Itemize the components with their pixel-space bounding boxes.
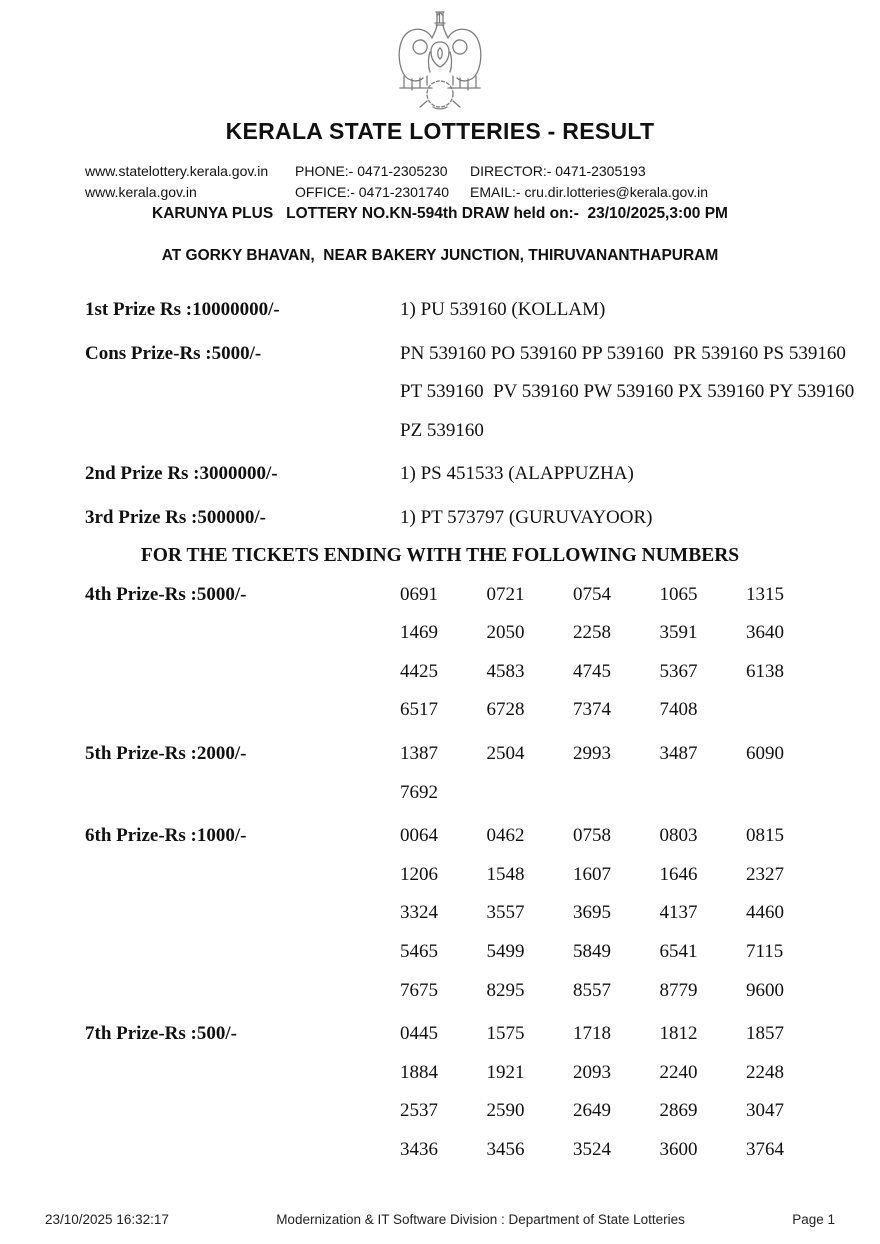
prize-row xyxy=(85,291,880,330)
winning-number: 3600 xyxy=(659,1138,698,1160)
number-row xyxy=(400,1054,833,1093)
prize-winning-numbers xyxy=(400,335,854,451)
winning-number: 2537 xyxy=(400,1100,438,1122)
number-row xyxy=(400,774,833,813)
winning-number: 6541 xyxy=(659,940,698,962)
prize-winning-numbers xyxy=(400,455,634,494)
winning-number: 1921 xyxy=(486,1061,525,1083)
ending-prizes-section xyxy=(0,576,880,1170)
number-grid xyxy=(400,576,833,730)
winning-number: 3456 xyxy=(486,1138,525,1160)
contact-info xyxy=(85,161,880,203)
winning-number: 3764 xyxy=(746,1138,784,1160)
winning-number: 3524 xyxy=(573,1138,611,1160)
winning-number-line: PT 539160 PV 539160 PW 539160 PX 539160 PY 539160 xyxy=(400,381,855,403)
winning-number: 7374 xyxy=(573,699,611,721)
winning-number: 7408 xyxy=(659,699,698,721)
winning-number: 7115 xyxy=(746,940,784,962)
number-row xyxy=(400,894,833,933)
number-row xyxy=(400,691,833,730)
winning-number: 2649 xyxy=(573,1100,611,1122)
winning-number-line: PN 539160 PO 539160 PP 539160 PR 539160 PS 539160 xyxy=(400,342,846,364)
prize-winning-numbers xyxy=(400,291,605,330)
winning-number: 1575 xyxy=(486,1023,525,1045)
winning-number: 2590 xyxy=(486,1100,525,1122)
prize-row xyxy=(85,817,880,1010)
section-heading: FOR THE TICKETS ENDING WITH THE FOLLOWING NUMBERS xyxy=(140,544,740,566)
winning-number-line: 1) PT 573797 (GURUVAYOOR) xyxy=(400,506,653,528)
prize-label: 6th Prize-Rs :1000/- xyxy=(85,825,247,847)
number-row xyxy=(400,614,833,653)
winning-number: 2869 xyxy=(659,1100,698,1122)
number-row xyxy=(400,576,833,615)
winning-number: 0754 xyxy=(573,583,611,605)
prize-row xyxy=(85,335,880,451)
winning-number: 4137 xyxy=(659,902,698,924)
prize-label: 4th Prize-Rs :5000/- xyxy=(85,583,247,605)
winning-number: 6138 xyxy=(746,660,784,682)
winning-number: 0803 xyxy=(659,825,698,847)
winning-number: 2258 xyxy=(573,622,611,644)
winning-number: 3487 xyxy=(659,742,698,764)
winning-number-line: PZ 539160 xyxy=(400,419,484,441)
winning-number: 3640 xyxy=(746,622,784,644)
winning-number: 3591 xyxy=(659,622,698,644)
number-grid xyxy=(400,817,833,1010)
footer-timestamp: 23/10/2025 16:32:17 xyxy=(45,1212,169,1227)
winning-number-line: 1) PS 451533 (ALAPPUZHA) xyxy=(400,463,634,485)
winning-number: 2248 xyxy=(746,1061,784,1083)
winning-number: 7675 xyxy=(400,979,438,1001)
number-row xyxy=(400,972,833,1011)
number-row xyxy=(400,856,833,895)
winning-number: 9600 xyxy=(746,979,784,1001)
winning-number: 4460 xyxy=(746,902,784,924)
venue-line: AT GORKY BHAVAN, NEAR BAKERY JUNCTION, THIRUVANANTHAPURAM xyxy=(161,247,719,264)
winning-number: 3047 xyxy=(746,1100,784,1122)
winning-number: 1812 xyxy=(659,1023,698,1045)
winning-number: 1065 xyxy=(659,583,698,605)
prize-label: 2nd Prize Rs :3000000/- xyxy=(85,463,278,485)
phone-number: PHONE:- 0471-2305230 xyxy=(295,163,448,179)
winning-number: 4425 xyxy=(400,660,438,682)
prize-label: 3rd Prize Rs :500000/- xyxy=(85,506,266,528)
number-row xyxy=(400,1131,833,1170)
winning-number: 3557 xyxy=(486,902,525,924)
prize-row xyxy=(85,499,880,538)
prize-label: 5th Prize-Rs :2000/- xyxy=(85,742,247,764)
prize-row xyxy=(85,735,880,812)
winning-number: 0064 xyxy=(400,825,438,847)
top-prizes-section xyxy=(0,291,880,538)
winning-number: 8557 xyxy=(573,979,611,1001)
website-link-statelottery[interactable]: www.statelottery.kerala.gov.in xyxy=(85,163,269,179)
winning-number: 8295 xyxy=(486,979,525,1001)
kerala-government-emblem-icon xyxy=(392,8,488,112)
prize-label: Cons Prize-Rs :5000/- xyxy=(85,342,262,364)
winning-number: 0815 xyxy=(746,825,784,847)
page-footer xyxy=(0,1212,880,1227)
email-address[interactable]: EMAIL:- cru.dir.lotteries@kerala.gov.in xyxy=(470,184,709,200)
number-grid xyxy=(400,735,833,812)
prize-row xyxy=(85,455,880,494)
winning-number: 5367 xyxy=(659,660,698,682)
number-row xyxy=(400,735,833,774)
winning-number: 2504 xyxy=(486,742,525,764)
winning-number: 0691 xyxy=(400,583,438,605)
winning-number: 5849 xyxy=(573,940,611,962)
draw-info-line: KARUNYA PLUS LOTTERY NO.KN-594th DRAW held on:- 23/10/2025,3:00 PM xyxy=(152,205,728,222)
prize-row xyxy=(85,576,880,730)
winning-number: 0758 xyxy=(573,825,611,847)
winning-number: 5465 xyxy=(400,940,438,962)
winning-number: 0721 xyxy=(486,583,525,605)
winning-number: 4583 xyxy=(486,660,525,682)
winning-number: 6517 xyxy=(400,699,438,721)
number-row xyxy=(400,1092,833,1131)
footer-division: Modernization & IT Software Division : Department of State Lotteries xyxy=(276,1212,685,1227)
director-number: DIRECTOR:- 0471-2305193 xyxy=(470,163,646,179)
page-title: KERALA STATE LOTTERIES - RESULT xyxy=(225,118,655,144)
number-row xyxy=(400,1015,833,1054)
winning-number: 0445 xyxy=(400,1023,438,1045)
winning-number: 0462 xyxy=(486,825,525,847)
website-link-kerala[interactable]: www.kerala.gov.in xyxy=(85,184,197,200)
prize-label: 1st Prize Rs :10000000/- xyxy=(85,299,280,320)
winning-number: 3324 xyxy=(400,902,438,924)
number-row xyxy=(400,933,833,972)
winning-number: 1646 xyxy=(659,863,698,885)
winning-number: 2993 xyxy=(573,742,611,764)
prize-label: 7th Prize-Rs :500/- xyxy=(85,1023,237,1045)
winning-number: 6090 xyxy=(746,742,784,764)
winning-number: 5499 xyxy=(486,940,525,962)
winning-number: 1884 xyxy=(400,1061,438,1083)
winning-number: 1607 xyxy=(573,863,611,885)
winning-number: 3695 xyxy=(573,902,611,924)
winning-number: 1206 xyxy=(400,863,438,885)
winning-number: 3436 xyxy=(400,1138,438,1160)
winning-number: 7692 xyxy=(400,781,438,803)
winning-number: 4745 xyxy=(573,660,611,682)
winning-number: 2093 xyxy=(573,1061,611,1083)
prize-winning-numbers xyxy=(400,499,652,538)
winning-number: 1315 xyxy=(746,583,784,605)
winning-number: 2050 xyxy=(486,622,525,644)
winning-number-line: 1) PU 539160 (KOLLAM) xyxy=(400,299,606,320)
winning-number: 2327 xyxy=(746,863,784,885)
winning-number: 2240 xyxy=(659,1061,698,1083)
winning-number: 1387 xyxy=(400,742,438,764)
number-row xyxy=(400,817,833,856)
prize-row xyxy=(85,1015,880,1169)
number-row xyxy=(400,653,833,692)
office-number: OFFICE:- 0471-2301740 xyxy=(295,184,450,200)
number-grid xyxy=(400,1015,833,1169)
emblem-container xyxy=(0,0,880,112)
winning-number: 1857 xyxy=(746,1023,784,1045)
winning-number: 1548 xyxy=(486,863,525,885)
winning-number: 6728 xyxy=(486,699,525,721)
winning-number: 1469 xyxy=(400,622,438,644)
winning-number: 1718 xyxy=(573,1023,611,1045)
winning-number: 8779 xyxy=(659,979,698,1001)
footer-page-number: Page 1 xyxy=(792,1212,835,1227)
